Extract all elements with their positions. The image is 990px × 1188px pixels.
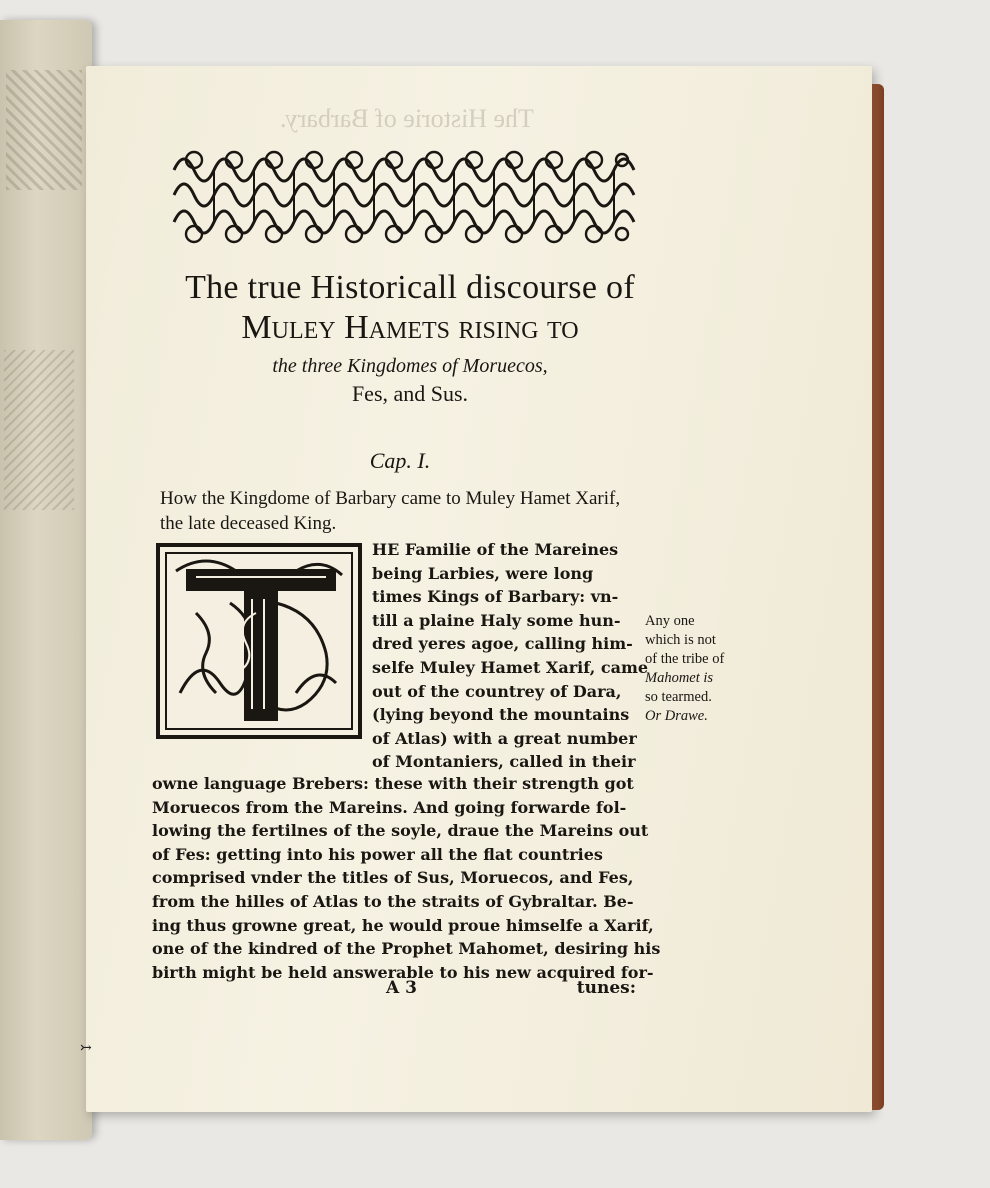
body-line: of Atlas) with a great number — [372, 728, 637, 748]
body-line: birth might be held answerable to his new acquired for- — [152, 962, 654, 982]
bleed-through-header: The Historie of Barbary. — [280, 104, 534, 133]
body-line: till a plaine Haly some hun- — [372, 610, 621, 630]
marginal-line: which is not — [645, 632, 716, 648]
body-line: out of the countrey of Dara, — [372, 681, 622, 701]
body-line: lowing the fertilnes of the soyle, draue the Mareins out — [152, 821, 649, 841]
body-line: ing thus growne great, he would proue himselfe a Xarif, — [152, 915, 654, 935]
title-line-3: the three Kingdomes of Moruecos, — [272, 355, 548, 377]
left-page-ornament-ghost — [6, 70, 82, 190]
body-text-beside-initial — [372, 538, 649, 774]
marginal-line: Any one — [645, 613, 695, 629]
title-line-1: The true Historicall discourse of — [185, 269, 635, 306]
body-line: owne language Brebers: these with their strength got — [152, 774, 634, 793]
body-line: HE Familie of the Mareines — [372, 540, 619, 559]
body-line: one of the kindred of the Prophet Mahomet, desiring his — [152, 939, 661, 959]
title-line-2: Muley Hamets rising to — [241, 309, 579, 346]
body-text-full-width — [152, 772, 661, 984]
body-line: of Fes: getting into his power all the flat countries — [152, 844, 603, 864]
chapter-label-box — [160, 448, 640, 478]
chapter-summary: How the Kingdome of Barbary came to Muley Hamet Xarif, the late deceased King. — [160, 488, 621, 534]
catchword: tunes: — [576, 978, 636, 998]
left-page-woodcut-ghost — [4, 350, 74, 510]
marginal-line: Mahomet is — [645, 670, 714, 686]
marginal-line: Or Drawe. — [645, 708, 708, 724]
body-line: comprised vnder the titles of Sus, Moruecos, and Fes, — [152, 868, 634, 888]
body-line: dred yeres agoe, calling him- — [372, 634, 633, 654]
left-page — [0, 20, 92, 1140]
chapter-title — [160, 268, 660, 408]
marginal-line: so tearmed. — [645, 689, 712, 705]
body-line: being Larbies, were long — [372, 563, 594, 583]
marginal-note — [645, 612, 755, 726]
title-line-4: Fes, and Sus. — [351, 381, 469, 406]
woodcut-initial-T — [156, 543, 362, 739]
body-line: from the hilles of Atlas to the straits of Gybraltar. Be- — [152, 891, 634, 911]
marginal-line: of the tribe of — [645, 651, 725, 667]
pen-mark-icon: ↣ — [80, 1040, 92, 1056]
page-footer — [150, 978, 640, 1004]
body-line: times Kings of Barbary: vn- — [372, 587, 619, 607]
headpiece-ornament — [170, 140, 638, 250]
body-line: of Montaniers, called in their — [372, 752, 636, 772]
signature-mark: A 3 — [386, 978, 417, 998]
body-line: Moruecos from the Mareins. And going forwarde fol- — [152, 797, 627, 817]
body-line: (lying beyond the mountains — [372, 705, 630, 725]
body-line: selfe Muley Hamet Xarif, came — [372, 657, 649, 677]
chapter-label: Cap. I. — [369, 448, 431, 473]
